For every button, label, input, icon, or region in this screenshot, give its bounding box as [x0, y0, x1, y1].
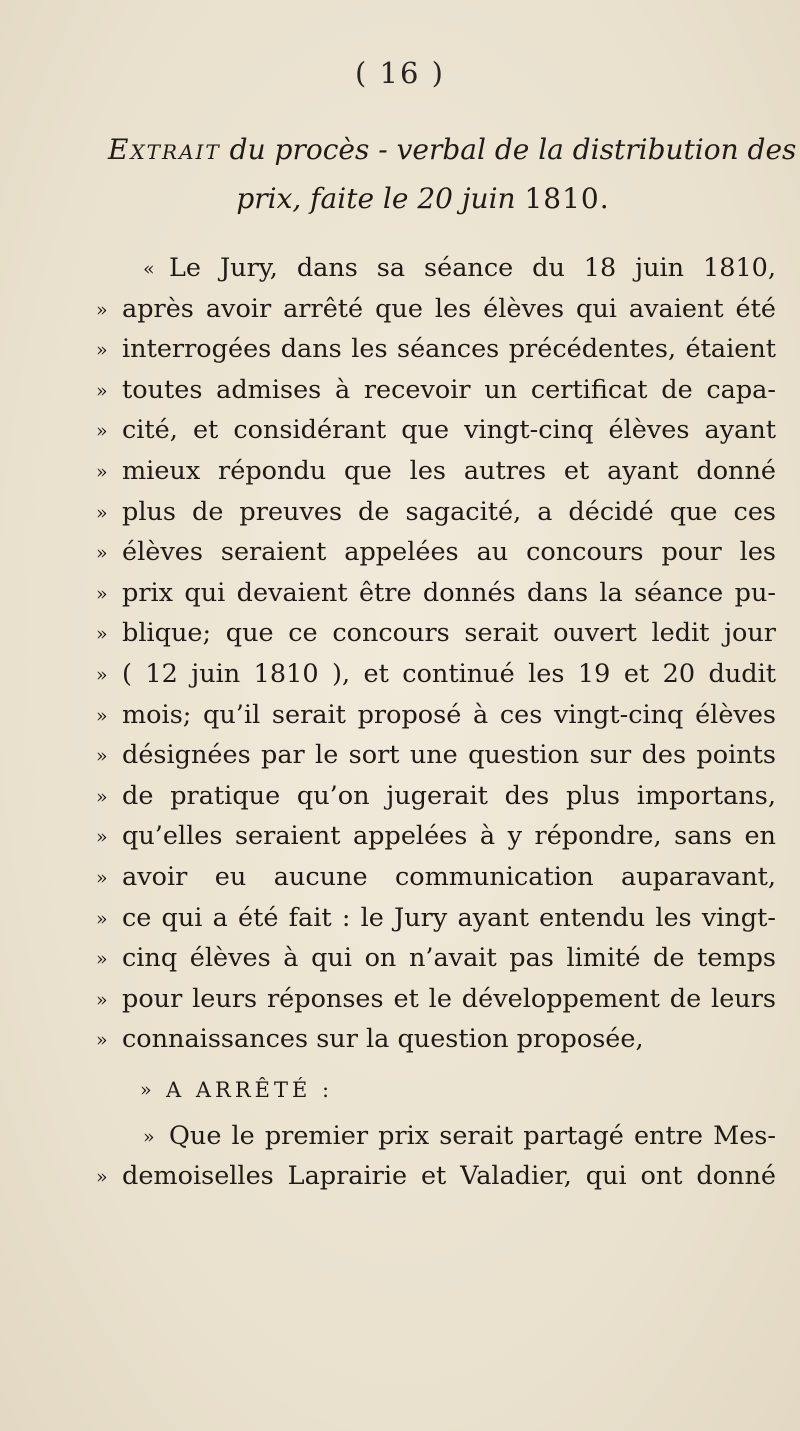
line-text: toutes admises à recevoir un certificat de capa-	[122, 374, 776, 405]
text-line	[96, 857, 776, 898]
heading-line-2-text: prix, faite le 20 juin	[236, 182, 525, 215]
text-line	[96, 898, 776, 939]
line-text: plus de preuves de sagacité, a décidé que ces	[122, 496, 776, 527]
line-text: mois; qu’il serait proposé à ces vingt-cinq élèves	[122, 699, 776, 730]
heading-line-2	[108, 174, 768, 223]
text-line	[96, 1019, 776, 1060]
quote-mark: »	[96, 379, 108, 402]
quote-mark: »	[96, 745, 108, 768]
text-line	[96, 1156, 776, 1197]
quote-mark: »	[96, 582, 108, 605]
line-text: élèves seraient appelées au concours pour les	[122, 537, 776, 568]
line-text: Le Jury, dans sa séance du 18 juin 1810,	[169, 253, 776, 283]
arrete-heading	[96, 1060, 776, 1116]
text-line	[96, 573, 776, 614]
quote-mark: «	[143, 258, 155, 280]
quote-mark: »	[96, 460, 108, 483]
heading-extrait: Extrait	[108, 133, 221, 166]
line-text: ( 12 juin 1810 ), et continué les 19 et 20 dudit	[122, 658, 776, 689]
quote-mark: »	[96, 1029, 108, 1052]
quote-mark: »	[96, 1166, 108, 1189]
quote-mark: »	[143, 1125, 155, 1148]
text-line	[96, 410, 776, 451]
line-text: pour leurs réponses et le développement de leurs	[122, 983, 776, 1014]
text-line	[96, 492, 776, 533]
page-number: ( 16 )	[355, 56, 445, 90]
line-text: qu’elles seraient appelées à y répondre, sans en	[122, 821, 776, 852]
text-line	[96, 735, 776, 776]
quote-mark: »	[96, 623, 108, 646]
heading-line-1-rest: du procès - verbal de la distribution des	[220, 133, 797, 166]
text-line	[96, 289, 776, 330]
quote-mark: »	[96, 704, 108, 727]
line-text: désignées par le sort une question sur des points	[122, 740, 776, 771]
text-line	[96, 451, 776, 492]
text-line	[96, 654, 776, 695]
line-text: blique; que ce concours serait ouvert ledit jour	[122, 618, 776, 649]
arrete-text: A ARRÊTÉ :	[166, 1077, 334, 1102]
line-text: après avoir arrêté que les élèves qui avaient été	[122, 293, 776, 324]
quote-mark: »	[96, 907, 108, 930]
line-text: ce qui a été fait : le Jury ayant entendu les vingt-	[122, 902, 776, 933]
text-line	[96, 776, 776, 817]
quote-mark: »	[96, 339, 108, 362]
text-line	[96, 1116, 776, 1157]
line-text: prix qui devaient être donnés dans la séance pu-	[122, 577, 776, 608]
line-text: cinq élèves à qui on n’avait pas limité de temps	[122, 943, 776, 974]
line-text: connaissances sur la question proposée,	[122, 1024, 644, 1055]
text-line	[96, 370, 776, 411]
line-text: cité, et considérant que vingt-cinq élèves ayant	[122, 415, 776, 446]
line-text: mieux répondu que les autres et ayant donné	[122, 455, 776, 486]
heading-line-1	[108, 125, 797, 174]
text-line	[96, 816, 776, 857]
quote-mark: »	[96, 663, 108, 686]
text-line	[96, 532, 776, 573]
text-line	[96, 329, 776, 370]
quote-mark: »	[96, 298, 108, 321]
line-text: avoir eu aucune communication auparavant,	[122, 861, 776, 892]
quote-mark: »	[96, 866, 108, 889]
quote-mark: »	[96, 542, 108, 565]
quote-mark: »	[96, 988, 108, 1011]
line-text: demoiselles Laprairie et Valadier, qui ont donné	[122, 1161, 776, 1192]
line-text: Que le premier prix serait partagé entre Mes-	[169, 1120, 776, 1151]
line-text: de pratique qu’on jugerait des plus importans,	[122, 780, 776, 811]
quote-mark: »	[96, 826, 108, 849]
quote-mark: »	[140, 1078, 156, 1101]
body-text	[96, 248, 776, 1197]
text-line	[96, 979, 776, 1020]
line-text: interrogées dans les séances précédentes, étaient	[122, 334, 776, 365]
quote-mark: »	[96, 785, 108, 808]
text-line	[96, 248, 776, 289]
section-heading	[108, 125, 797, 223]
quote-mark: »	[96, 948, 108, 971]
quote-mark: »	[96, 501, 108, 524]
text-line	[96, 613, 776, 654]
quote-mark: »	[96, 420, 108, 443]
text-line	[96, 695, 776, 736]
heading-year: 1810.	[524, 182, 610, 215]
text-line	[96, 938, 776, 979]
